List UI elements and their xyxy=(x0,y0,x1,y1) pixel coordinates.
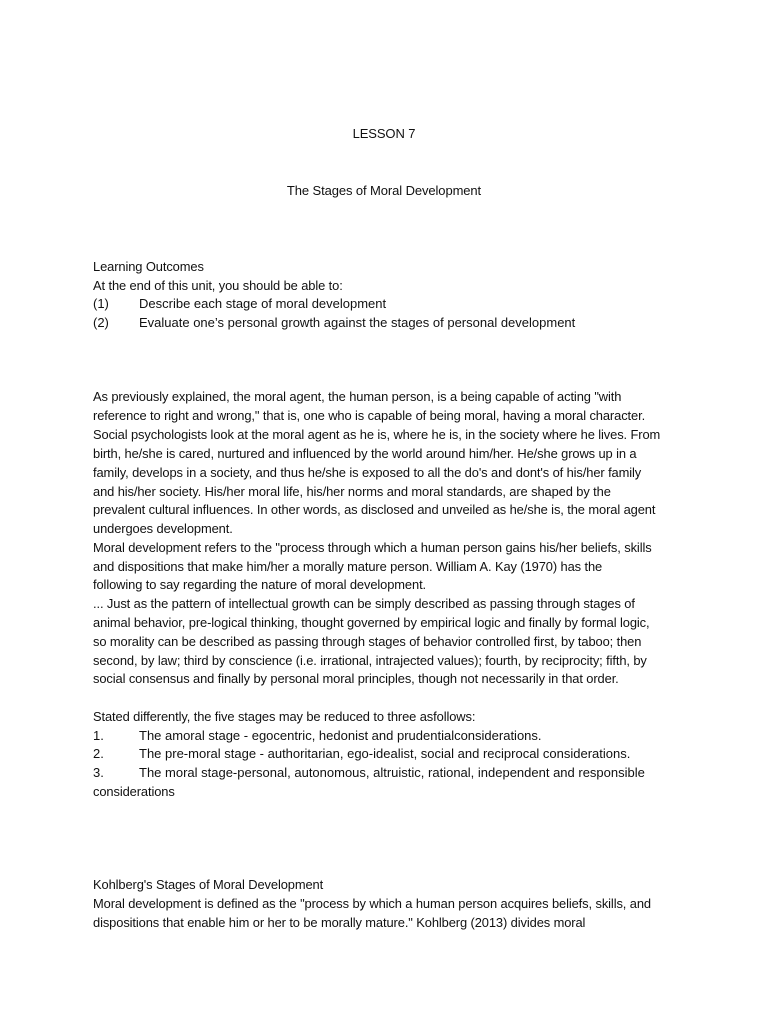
paragraph-line: prevalent cultural influences. In other words, as disclosed and unveiled as he/she is, the moral agent xyxy=(93,502,656,517)
paragraph-line: family, develops in a society, and thus he/she is exposed to all the do's and dont's of his/her family xyxy=(93,465,642,480)
paragraph-line: dispositions that enable him or her to be morally mature." Kohlberg (2013) divides moral xyxy=(93,915,586,930)
stage-text: The moral stage-personal, autonomous, altruistic, rational, independent and responsible xyxy=(139,765,645,780)
outcome-number: (1) xyxy=(93,296,109,311)
outcomes-intro: At the end of this unit, you should be able to: xyxy=(93,278,343,293)
lesson-label: LESSON 7 xyxy=(352,126,416,141)
stage-number: 1. xyxy=(93,728,104,743)
paragraph-line: second, by law; third by conscience (i.e. irrational, intrajected values); fourth, by reciprocity; fifth, by xyxy=(93,653,647,668)
section-heading: Kohlberg's Stages of Moral Development xyxy=(93,877,324,892)
stage-number: 3. xyxy=(93,765,104,780)
paragraph-line: social consensus and finally by personal moral principles, though not necessarily in that order. xyxy=(93,671,619,686)
paragraph-line: so morality can be described as passing through stages of behavior controlled first, by taboo; then xyxy=(93,634,642,649)
stage-continuation: considerations xyxy=(93,784,175,799)
paragraph-line: animal behavior, pre-logical thinking, thought governed by empirical logic and finally by formal logic, xyxy=(93,615,650,630)
stage-text: The pre-moral stage - authoritarian, ego-idealist, social and reciprocal considerations. xyxy=(139,746,631,761)
stage-text: The amoral stage - egocentric, hedonist and prudentialconsiderations. xyxy=(139,728,542,743)
paragraph-line: undergoes development. xyxy=(93,521,233,536)
outcome-text: Evaluate one’s personal growth against the stages of personal development xyxy=(139,315,576,330)
paragraph-line: Moral development refers to the "process through which a human person gains his/her beliefs, skills xyxy=(93,540,652,555)
paragraph-line: following to say regarding the nature of moral development. xyxy=(93,577,427,592)
paragraph-line: and dispositions that make him/her a morally mature person. William A. Kay (1970) has the xyxy=(93,559,603,574)
paragraph-line: reference to right and wrong," that is, one who is capable of being moral, having a moral character. xyxy=(93,408,646,423)
paragraph-line: ... Just as the pattern of intellectual growth can be simply described as passing through stages of xyxy=(93,596,635,611)
paragraph-line: As previously explained, the moral agent, the human person, is a being capable of acting "with xyxy=(93,389,622,404)
paragraph-line: birth, he/she is cared, nurtured and influenced by the world around him/her. He/she grows up in a xyxy=(93,446,637,461)
paragraph-line: Moral development is defined as the "process by which a human person acquires beliefs, skills, and xyxy=(93,896,651,911)
stages-intro: Stated differently, the five stages may be reduced to three asfollows: xyxy=(93,709,476,724)
outcome-text: Describe each stage of moral development xyxy=(139,296,387,311)
stage-number: 2. xyxy=(93,746,104,761)
paragraph-line: and his/her society. His/her moral life, his/her norms and moral standards, are shaped by the xyxy=(93,484,611,499)
paragraph-line: Social psychologists look at the moral agent as he is, where he is, in the society where he lives. From xyxy=(93,427,661,442)
outcome-number: (2) xyxy=(93,315,109,330)
page-title: The Stages of Moral Development xyxy=(286,183,482,198)
outcomes-heading: Learning Outcomes xyxy=(93,259,204,274)
